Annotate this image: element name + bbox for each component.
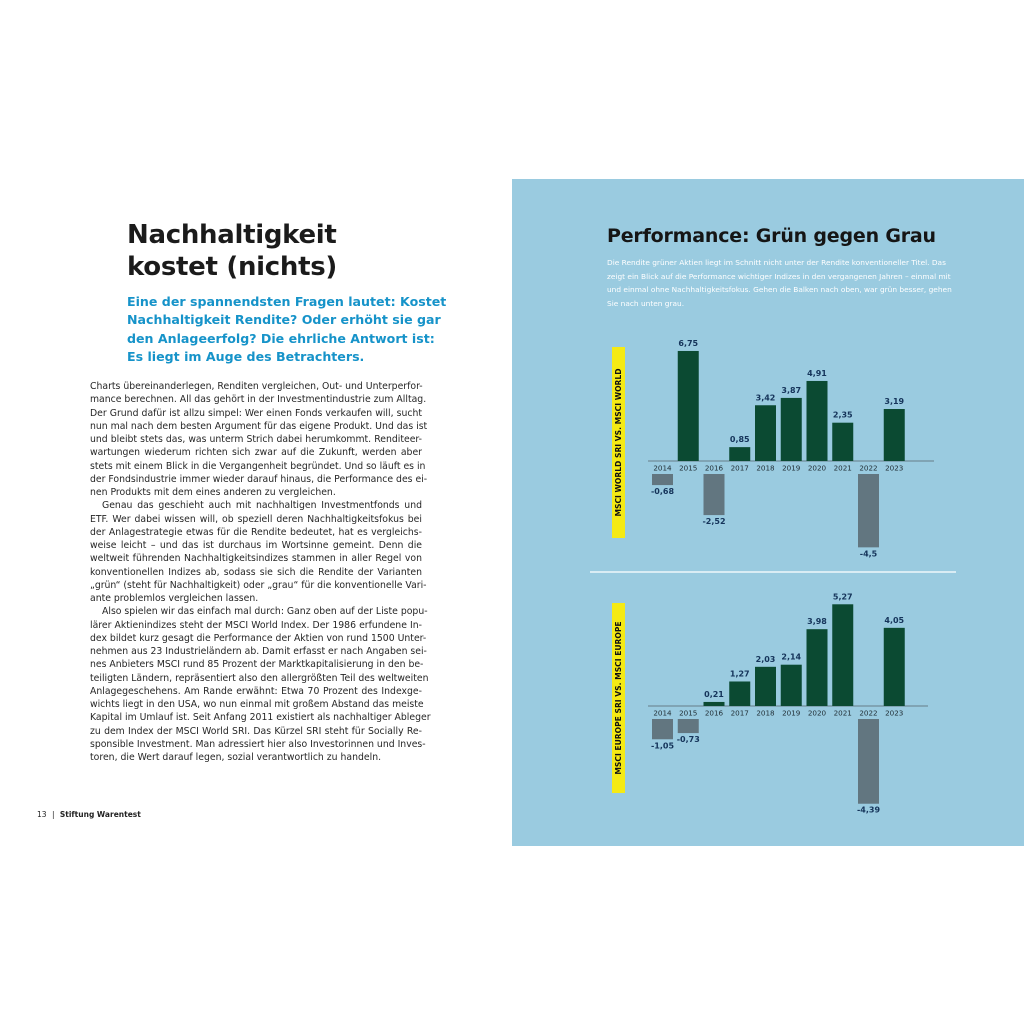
page-number: 13: [37, 810, 47, 819]
bar: [832, 604, 853, 706]
tick-label: 2019: [782, 463, 801, 473]
lead-line: Eine der spannendsten Fragen lautet: Kostet: [127, 294, 447, 309]
title-line: Nachhaltigkeit: [127, 220, 337, 250]
tick-label: 2021: [833, 708, 852, 718]
data-label: -4,39: [856, 805, 881, 815]
data-label: 0,21: [704, 689, 724, 699]
data-label: 3,87: [781, 385, 802, 395]
body-line: ante problemlos vergleichen lassen.: [90, 593, 259, 604]
bar: [858, 474, 879, 547]
bar: [729, 681, 750, 706]
body-line: Genau das geschieht auch mit nachhaltigen Investmentfonds und: [102, 500, 422, 512]
bar: [884, 409, 905, 461]
data-label: 2,35: [832, 410, 853, 420]
data-label: 2,14: [781, 652, 802, 662]
series-label: MSCI EUROPE SRI VS. MSCI EUROPE: [614, 621, 623, 775]
bar: [678, 351, 699, 461]
series-label: MSCI WORLD SRI VS. MSCI WORLD: [614, 368, 623, 517]
body-line: sponsible Investment. Man adressiert hier also Investorinnen und Inves-: [90, 738, 426, 750]
bar: [704, 702, 725, 706]
bar: [807, 381, 828, 461]
bar: [832, 423, 853, 461]
tick-label: 2021: [833, 463, 852, 473]
tick-label: 2023: [885, 708, 904, 718]
data-label: 3,19: [884, 397, 905, 407]
bar: [781, 665, 802, 706]
body-line: mance berechnen. All das gehört in der Investmentindustrie zum Alltag.: [90, 394, 427, 406]
body-line: Kapital im Umlauf ist. Seit Anfang 2011 existiert als nachhaltiger Ableger: [90, 712, 431, 724]
bar: [858, 719, 879, 804]
tick-label: 2014: [653, 463, 672, 473]
lead-line: den Anlageerfolg? Die ehrliche Antwort ist:: [127, 330, 435, 346]
tick-label: 2020: [807, 463, 827, 473]
bar: [781, 398, 802, 461]
intro-line: Sie nach unten grau.: [607, 298, 685, 308]
intro-line: und einmal ohne Nachhaltigkeitsfokus. Gehen die Balken nach oben, war grün besser, gehen: [607, 285, 952, 295]
intro-line: zeigt ein Blick auf die Performance wichtiger Indizes in den vergangenen Jahren – einmal mit: [607, 271, 951, 281]
data-label: 1,27: [729, 669, 750, 679]
body-line: stets mit einem Blick in die Vergangenheit begründet. Und so läuft es in: [90, 460, 426, 472]
bar: [678, 719, 699, 733]
data-label: -0,73: [676, 735, 700, 745]
lead-line: Es liegt im Auge des Betrachters.: [127, 348, 365, 364]
footer-brand: Stiftung Warentest: [59, 810, 141, 819]
body-line: weise leicht – und das ist durchaus im Wortsinne gemeint. Denn die: [90, 540, 422, 551]
body-line: der Anlagestrategie etwas für die Rendite bedeutet, hat es vergleichs-: [90, 526, 422, 538]
tick-label: 2023: [885, 463, 904, 473]
data-label: 0,85: [729, 435, 750, 445]
body-line: dex bildet kurz gesagt die Performance der Aktien von rund 1500 Unter-: [90, 632, 427, 644]
data-label: -1,05: [650, 741, 675, 751]
body-line: nen Produkts mit dem eines anderen zu vergleichen.: [90, 487, 336, 498]
intro-line: Die Rendite grüner Aktien liegt im Schnitt nicht unter der Rendite konventioneller Titel. Das: [607, 258, 946, 267]
bar: [652, 719, 673, 739]
bar: [652, 474, 673, 485]
bar: [755, 405, 776, 461]
body-line: weltweit führenden Nachhaltigkeitsindizes stammen in aller Regel von: [90, 553, 422, 565]
data-label: -4,5: [859, 549, 878, 559]
data-label: -0,68: [650, 487, 675, 497]
body-line: konventionellen Indizes ab, sodass sie sich die Rendite der Varianten: [90, 566, 422, 578]
bar: [755, 667, 776, 706]
data-label: 5,27: [832, 592, 853, 602]
data-label: 3,42: [755, 393, 776, 403]
body-line: und bleibt stets das, was unterm Strich dabei herumkommt. Renditeer-: [90, 434, 422, 445]
title-line: kostet (nichts): [127, 252, 337, 282]
data-label: 6,75: [678, 338, 699, 348]
data-label: -2,52: [702, 517, 726, 527]
tick-label: 2014: [653, 708, 672, 718]
body-line: toren, die Wert darauf legen, sozial verantwortlich zu handeln.: [90, 752, 382, 763]
data-label: 4,05: [884, 615, 905, 625]
data-label: 3,98: [807, 617, 827, 627]
lead-line: Nachhaltigkeit Rendite? Oder erhöht sie gar: [127, 312, 441, 328]
body-line: nes Anbieters MSCI rund 85 Prozent der Marktkapitalisierung in den be-: [90, 659, 424, 671]
body-line: Der Grund dafür ist allzu simpel: Wer einen Fonds verkaufen will, sucht: [90, 407, 422, 419]
body-line: der Fondsindustrie immer wieder darauf hinaus, die Performance des ei-: [90, 473, 428, 485]
body-line: Anlagegeschehens. Am Rande erwähnt: Etwa 70 Prozent des Indexge-: [90, 685, 422, 697]
body-line: lärer Aktienindizes steht der MSCI World Index. Der 1986 erfundene In-: [90, 619, 422, 631]
bar: [807, 629, 828, 706]
data-label: 4,91: [807, 368, 827, 378]
body-line: ETF. Wer dabei wissen will, ob speziell deren Nachhaltigkeitsfokus bei: [90, 513, 422, 525]
body-line: teiligten Ländern, repräsentiert also den allergrößten Teil des weltweiten: [90, 672, 429, 684]
body-line: zu dem Index der MSCI World SRI. Das Kürzel SRI steht für Socially Re-: [90, 725, 422, 737]
body-line: wartungen wiederum richten sich zwar auf die Zukunft, werden aber: [90, 447, 422, 459]
body-line: nun mal nach dem besten Argument für das eigene Produkt. Und das ist: [90, 420, 428, 432]
tick-label: 2019: [782, 708, 801, 718]
body-line: wichts liegt in den USA, wo nun einmal mit großem Abstand das meiste: [90, 699, 424, 710]
footer-separator: |: [51, 810, 55, 819]
body-line: Charts übereinanderlegen, Renditen vergleichen, Out- und Unterperfor-: [90, 381, 423, 392]
tick-label: 2015: [679, 708, 698, 718]
tick-label: 2018: [756, 463, 775, 473]
tick-label: 2017: [730, 463, 749, 473]
tick-label: 2016: [704, 708, 724, 718]
tick-label: 2016: [704, 463, 724, 473]
tick-label: 2022: [859, 463, 878, 473]
bar: [704, 474, 725, 515]
data-label: 2,03: [755, 654, 776, 664]
body-line: Also spielen wir das einfach mal durch: Ganz oben auf der Liste popu-: [102, 606, 428, 618]
tick-label: 2020: [807, 708, 827, 718]
bar: [884, 628, 905, 706]
bar: [729, 447, 750, 461]
panel-title: Performance: Grün gegen Grau: [607, 225, 936, 247]
body-line: „grün“ (steht für Nachhaltigkeit) oder „grau“ für die konventionelle Vari-: [90, 579, 427, 591]
tick-label: 2022: [859, 708, 878, 718]
tick-label: 2018: [756, 708, 775, 718]
body-line: nehmen aus 23 Industrieländern ab. Damit erfasst er nach Angaben sei-: [90, 646, 427, 657]
tick-label: 2015: [679, 463, 698, 473]
tick-label: 2017: [730, 708, 749, 718]
